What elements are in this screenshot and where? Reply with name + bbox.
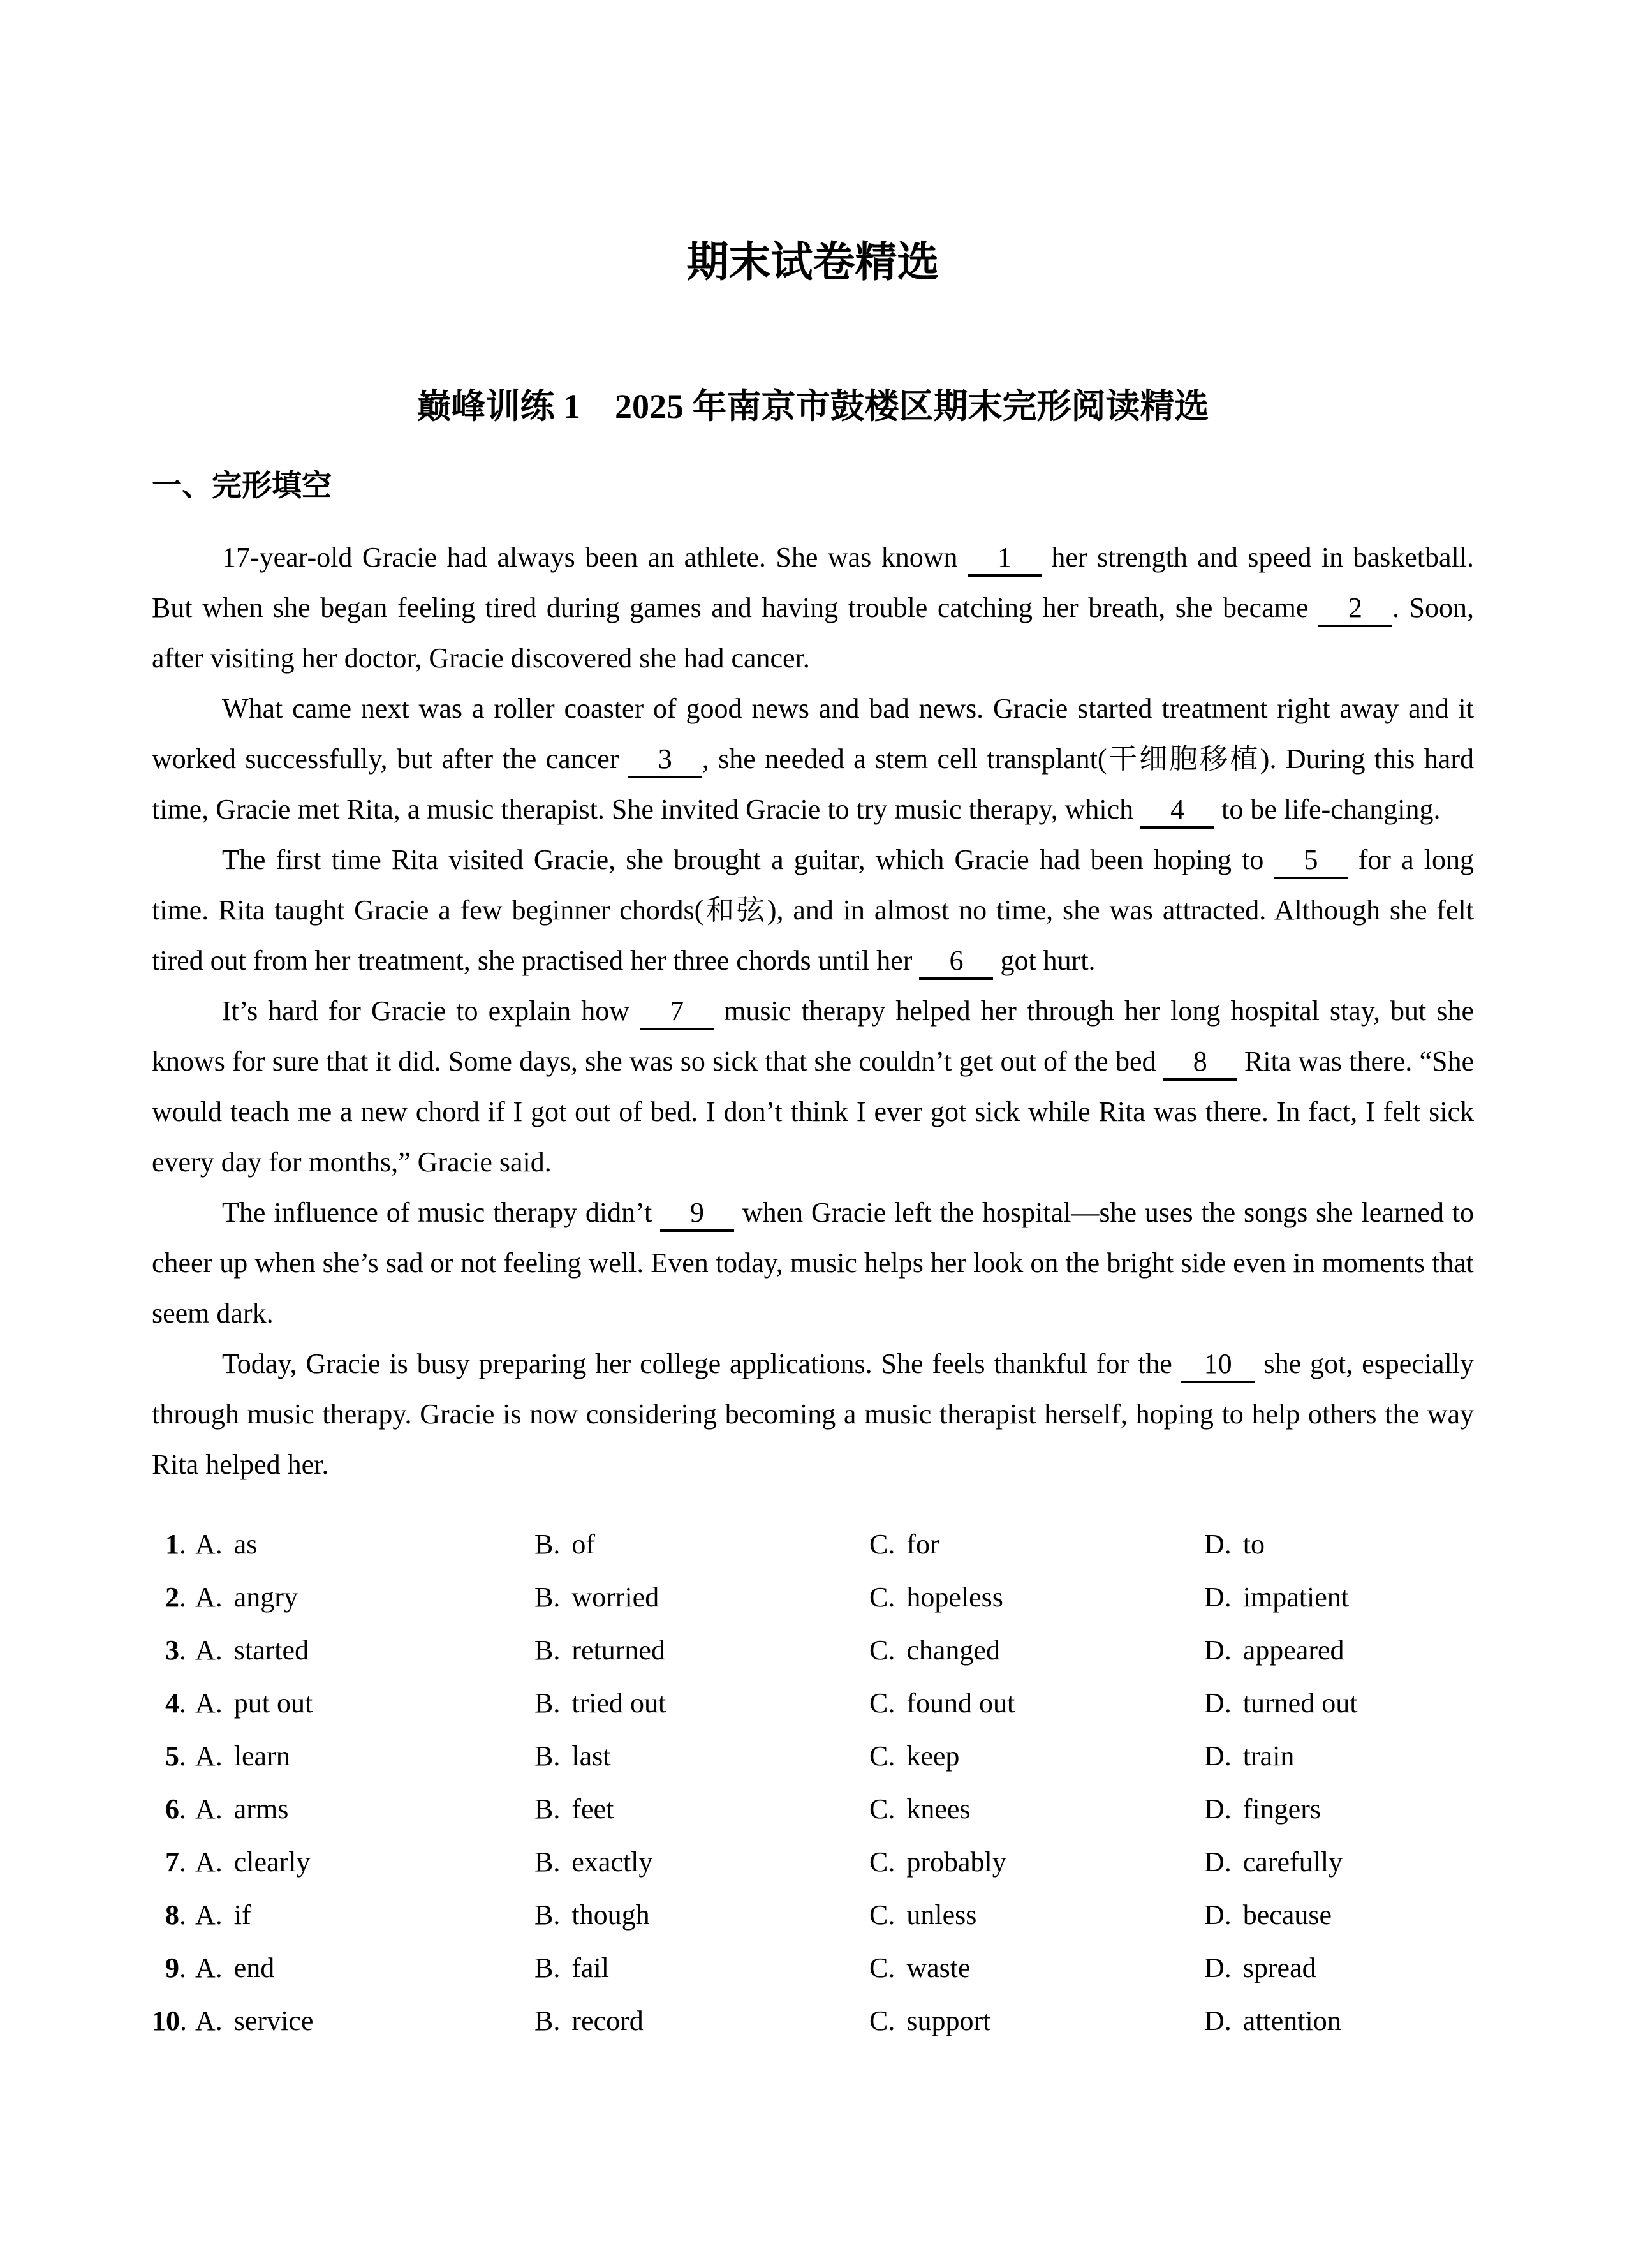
question-number: 8. — [165, 1899, 186, 1931]
passage-paragraph: What came next was a roller coaster of good news and bad news. Gracie started treatment right away and it worked successfully, but after the cancer 3 , she needed a stem cell transplant(干细胞移植). During this hard time, Gracie met Rita, a music therapist. She invited Gracie to try music therapy, which 4 to be life-changing. — [152, 683, 1474, 834]
question-row-7 — [152, 1835, 1474, 1888]
option-text: appeared — [1242, 1634, 1344, 1666]
option-label: C. — [869, 1740, 895, 1772]
option-label: D. — [1204, 1687, 1232, 1719]
option-b-q1 — [534, 1518, 869, 1571]
passage-paragraph: It’s hard for Gracie to explain how 7 music therapy helped her through her long hospital stay, but she knows for sure that it did. Some days, she was so sick that she couldn’t get out of the bed 8 Rita was there. “She would teach me a new chord if I got out of bed. I don’t think I ever got sick while Rita was there. In fact, I felt sick every day for months,” Gracie said. — [152, 995, 1474, 1178]
option-text: fingers — [1242, 1793, 1321, 1825]
question-row-3 — [152, 1624, 1474, 1677]
question-row-4 — [152, 1677, 1474, 1730]
option-text: carefully — [1242, 1846, 1343, 1878]
option-label: A. — [195, 1740, 223, 1772]
question-row-9 — [152, 1941, 1474, 1994]
option-label: A. — [195, 1529, 223, 1560]
option-label: D. — [1204, 1793, 1232, 1825]
option-b-q3 — [534, 1624, 869, 1677]
cloze-blank-2: 2 — [1318, 593, 1392, 627]
question-number: 6. — [165, 1793, 186, 1825]
option-text: attention — [1242, 2005, 1341, 2036]
option-label: C. — [869, 1952, 895, 1983]
option-d-q9 — [1204, 1941, 1474, 1994]
option-label: D. — [1204, 1846, 1232, 1878]
question-number: 2. — [165, 1582, 186, 1613]
option-label: D. — [1204, 1740, 1232, 1772]
option-text: worried — [571, 1582, 659, 1613]
cloze-blank-4: 4 — [1140, 794, 1214, 829]
option-text: unless — [906, 1899, 977, 1931]
option-text: started — [233, 1634, 309, 1666]
option-d-q10 — [1204, 1994, 1474, 2047]
option-text: spread — [1242, 1952, 1316, 1983]
option-text: support — [906, 2005, 991, 2036]
cloze-blank-8: 8 — [1163, 1046, 1237, 1081]
option-c-q10 — [869, 1994, 1204, 2047]
question-number: 1. — [165, 1529, 186, 1560]
option-label: B. — [534, 1634, 561, 1666]
option-a-q2 — [195, 1571, 534, 1624]
cloze-blank-5: 5 — [1274, 845, 1348, 879]
question-number: 10. — [152, 2005, 187, 2036]
option-label: D. — [1204, 1899, 1232, 1931]
question-number: 4. — [165, 1687, 186, 1719]
option-label: B. — [534, 1529, 561, 1560]
option-label: D. — [1204, 1582, 1232, 1613]
option-a-q7 — [195, 1835, 534, 1888]
option-label: A. — [195, 1582, 223, 1613]
option-label: A. — [195, 1952, 223, 1983]
option-label: D. — [1204, 1634, 1232, 1666]
option-text: to — [1242, 1529, 1265, 1560]
option-text: last — [571, 1740, 611, 1772]
option-label: C. — [869, 1687, 895, 1719]
option-label: A. — [195, 1634, 223, 1666]
option-text: for — [906, 1529, 939, 1560]
question-number: 5. — [165, 1740, 186, 1772]
option-d-q8 — [1204, 1888, 1474, 1941]
option-c-q2 — [869, 1571, 1204, 1624]
exercise-subtitle: 巅峰训练 1 2025 年南京市鼓楼区期末完形阅读精选 — [416, 387, 1209, 426]
option-text: fail — [571, 1952, 609, 1983]
question-row-5 — [152, 1730, 1474, 1783]
option-a-q3 — [195, 1624, 534, 1677]
passage-paragraph: 17-year-old Gracie had always been an athlete. She was known 1 her strength and speed in basketball. But when she began feeling tired during games and having trouble catching her breath, she became 2 . Soon, after visiting her doctor, Gracie discovered she had cancer. — [152, 542, 1474, 674]
option-c-q1 — [869, 1518, 1204, 1571]
question-number: 9. — [165, 1952, 186, 1983]
option-label: B. — [534, 1582, 561, 1613]
option-c-q3 — [869, 1624, 1204, 1677]
option-d-q3 — [1204, 1624, 1474, 1677]
option-b-q9 — [534, 1941, 869, 1994]
cloze-blank-1: 1 — [968, 542, 1042, 577]
option-text: clearly — [233, 1846, 311, 1878]
option-label: C. — [869, 2005, 895, 2036]
section-heading: 一、完形填空 — [152, 468, 332, 503]
option-label: B. — [534, 1740, 561, 1772]
option-label: C. — [869, 1529, 895, 1560]
option-label: B. — [534, 1846, 561, 1878]
question-number: 7. — [165, 1846, 186, 1878]
question-number: 3. — [165, 1634, 186, 1666]
option-text: though — [571, 1899, 650, 1931]
cloze-blank-9: 9 — [660, 1197, 734, 1232]
cloze-blank-7: 7 — [640, 996, 714, 1030]
option-text: returned — [571, 1634, 665, 1666]
option-c-q6 — [869, 1783, 1204, 1835]
option-text: train — [1242, 1740, 1295, 1772]
option-d-q1 — [1204, 1518, 1474, 1571]
question-row-2 — [152, 1571, 1474, 1624]
option-label: D. — [1204, 1952, 1232, 1983]
option-text: changed — [906, 1634, 1000, 1666]
option-text: hopeless — [906, 1582, 1003, 1613]
option-b-q4 — [534, 1677, 869, 1730]
option-text: knees — [906, 1793, 971, 1825]
option-a-q10 — [195, 1994, 534, 2047]
option-label: A. — [195, 1899, 223, 1931]
option-b-q10 — [534, 1994, 869, 2047]
option-text: put out — [233, 1687, 313, 1719]
option-b-q5 — [534, 1730, 869, 1783]
option-text: waste — [906, 1952, 971, 1983]
cloze-blank-10: 10 — [1181, 1349, 1255, 1383]
option-d-q4 — [1204, 1677, 1474, 1730]
option-c-q5 — [869, 1730, 1204, 1783]
option-text: end — [233, 1952, 275, 1983]
option-text: arms — [233, 1793, 289, 1825]
option-text: learn — [233, 1740, 290, 1772]
option-text: if — [233, 1899, 251, 1931]
option-a-q6 — [195, 1783, 534, 1835]
option-c-q4 — [869, 1677, 1204, 1730]
option-c-q9 — [869, 1941, 1204, 1994]
option-text: keep — [906, 1740, 960, 1772]
passage-paragraph: The first time Rita visited Gracie, she brought a guitar, which Gracie had been hoping to 5 for a long time. Rita taught Gracie a few beginner chords(和弦), and in almost no time, she was attracted. Although she felt tired out from her treatment, she practised her three chords until her 6 got hurt. — [152, 834, 1474, 986]
option-label: D. — [1204, 1529, 1232, 1560]
passage-paragraph: Today, Gracie is busy preparing her college applications. She feels thankful for the 10 she got, especially through music therapy. Gracie is now considering becoming a music therapist herself, hoping to help others the way Rita helped her. — [152, 1348, 1474, 1480]
option-label: A. — [195, 1687, 223, 1719]
option-text: because — [1242, 1899, 1332, 1931]
option-label: A. — [195, 1846, 223, 1878]
option-label: C. — [869, 1846, 895, 1878]
option-b-q7 — [534, 1835, 869, 1888]
question-row-6 — [152, 1783, 1474, 1835]
option-label: B. — [534, 1793, 561, 1825]
option-text: tried out — [571, 1687, 666, 1719]
option-label: B. — [534, 1687, 561, 1719]
question-row-1 — [152, 1518, 1474, 1571]
option-d-q5 — [1204, 1730, 1474, 1783]
option-text: exactly — [571, 1846, 653, 1878]
question-list — [152, 1518, 1474, 2047]
option-text: of — [571, 1529, 596, 1560]
option-a-q9 — [195, 1941, 534, 1994]
option-label: B. — [534, 1952, 561, 1983]
question-row-10 — [152, 1994, 1474, 2047]
option-label: C. — [869, 1582, 895, 1613]
option-d-q6 — [1204, 1783, 1474, 1835]
option-a-q4 — [195, 1677, 534, 1730]
option-b-q6 — [534, 1783, 869, 1835]
option-text: turned out — [1242, 1687, 1358, 1719]
option-text: as — [233, 1529, 258, 1560]
option-label: A. — [195, 2005, 223, 2036]
cloze-passage — [152, 532, 1474, 1490]
option-label: B. — [534, 1899, 561, 1931]
option-label: C. — [869, 1899, 895, 1931]
option-a-q1 — [195, 1518, 534, 1571]
option-text: probably — [906, 1846, 1006, 1878]
cloze-blank-3: 3 — [628, 744, 702, 778]
option-text: feet — [571, 1793, 614, 1825]
option-b-q2 — [534, 1571, 869, 1624]
option-d-q2 — [1204, 1571, 1474, 1624]
option-text: angry — [233, 1582, 298, 1613]
page-title: 期末试卷精选 — [686, 239, 939, 286]
option-text: found out — [906, 1687, 1015, 1719]
option-text: record — [571, 2005, 644, 2036]
option-a-q8 — [195, 1888, 534, 1941]
question-row-8 — [152, 1888, 1474, 1941]
option-label: C. — [869, 1793, 895, 1825]
option-text: service — [233, 2005, 314, 2036]
option-label: D. — [1204, 2005, 1232, 2036]
option-c-q8 — [869, 1888, 1204, 1941]
option-label: C. — [869, 1634, 895, 1666]
option-text: impatient — [1242, 1582, 1349, 1613]
option-b-q8 — [534, 1888, 869, 1941]
option-d-q7 — [1204, 1835, 1474, 1888]
cloze-blank-6: 6 — [919, 945, 993, 980]
option-c-q7 — [869, 1835, 1204, 1888]
option-a-q5 — [195, 1730, 534, 1783]
passage-paragraph: The influence of music therapy didn’t 9 when Gracie left the hospital—she uses the songs she learned to cheer up when she’s sad or not feeling well. Even today, music helps her look on the bright side even in moments that seem dark. — [152, 1197, 1475, 1329]
option-label: B. — [534, 2005, 561, 2036]
option-label: A. — [195, 1793, 223, 1825]
